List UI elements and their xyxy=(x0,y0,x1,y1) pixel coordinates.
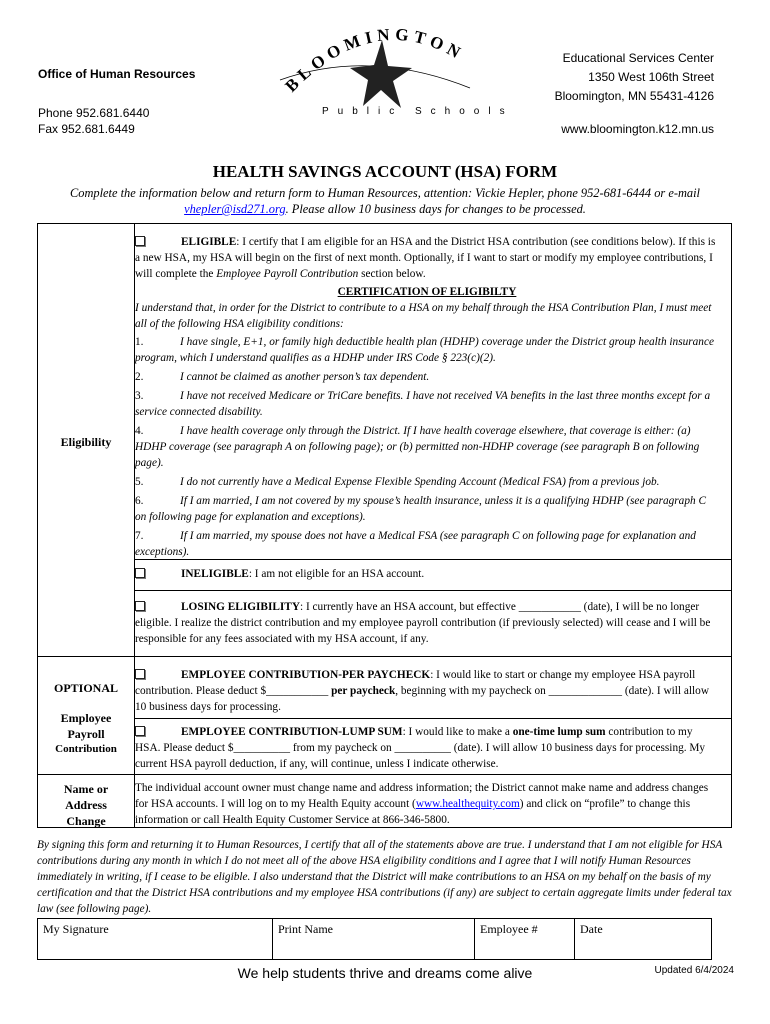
certification-item: 7. If I am married, my spouse does not have a Medical FSA (see paragraph C on following page for explanation and exceptions). xyxy=(135,530,696,558)
eligibility-label: Eligibility xyxy=(60,435,112,449)
website[interactable]: www.bloomington.k12.mn.us xyxy=(561,122,714,136)
logo-wordmark: BLOOMINGTON xyxy=(281,24,468,96)
contribution-label: Contribution xyxy=(55,743,117,755)
eligible-section: ELIGIBLE: I certify that I am eligible for an HSA and the District HSA contribution (see conditions below). If this is a new HSA, my HSA will begin on the first of next month. Optionally, if I want to start or modify my employee contributions, I will complete the Employee Payroll Contribution section below. xyxy=(135,236,716,280)
employee-number-field[interactable]: Employee # xyxy=(475,919,575,959)
name-change-label: Name or Address Change xyxy=(63,782,109,828)
ineligible-section: INELIGIBLE: I am not eligible for an HSA account. xyxy=(135,566,719,582)
date-field[interactable]: Date xyxy=(580,922,603,936)
address-line: 1350 West 106th Street xyxy=(588,70,714,84)
certification-section xyxy=(135,284,719,560)
logo-subtitle: Public Schools xyxy=(322,106,514,117)
fax-number: Fax 952.681.6449 xyxy=(38,122,135,136)
per-paycheck-checkbox[interactable] xyxy=(135,669,145,679)
employee-payroll-label: Employee Payroll xyxy=(60,711,112,741)
certification-item: 6. If I am married, I am not covered by my spouse’s health insurance, unless it is a qualifying HDHP (see paragraph C on following page for explanation and exceptions). xyxy=(135,495,706,523)
print-name-field[interactable]: Print Name xyxy=(273,919,475,959)
lump-sum-section: EMPLOYEE CONTRIBUTION-LUMP SUM: I would like to make a one-time lump sum contribution to my HSA. Please deduct $__________ from my paycheck on __________ (date). I will allow 10 business days for processing. My current HSA payroll deduction, if any, will continue, unless I indicate otherwise. xyxy=(135,726,706,770)
updated-date: Updated 6/4/2024 xyxy=(654,965,734,976)
address-line: Bloomington, MN 55431-4126 xyxy=(554,89,714,103)
office-name: Office of Human Resources xyxy=(38,67,196,81)
per-paycheck-section: EMPLOYEE CONTRIBUTION-PER PAYCHECK: I would like to start or change my employee HSA payroll contribution. Please deduct $___________ per paycheck, beginning with my paycheck on _____________ (date). I will allow 10 business days for processing. xyxy=(135,669,709,713)
certification-item: 1. I have single, E+1, or family high deductible health plan (HDHP) coverage under the District group health insurance program, which I understand qualifies as a HDHP under IRS Code § 223(c)(2). xyxy=(135,336,714,364)
optional-label: OPTIONAL xyxy=(53,681,118,695)
hsa-form-table xyxy=(37,223,732,828)
certification-title: CERTIFICATION OF ELIGIBILTY xyxy=(337,286,517,298)
address-block xyxy=(555,49,714,106)
footer-slogan: We help students thrive and dreams come alive xyxy=(237,965,533,981)
certification-list xyxy=(135,334,719,560)
contact-numbers xyxy=(38,105,149,137)
losing-eligibility-checkbox[interactable] xyxy=(135,601,145,611)
losing-eligibility-section: LOSING ELIGIBILITY: I currently have an HSA account, but effective ___________ (date), I will be no longer eligible. I realize the district contribution and my employee payroll contribution (if previously selected) will cease and I will be responsible for any fees associated with my HSA account, if any. xyxy=(135,601,711,645)
signature-table xyxy=(37,918,712,960)
form-title: HEALTH SAVINGS ACCOUNT (HSA) FORM xyxy=(212,162,558,181)
email-link[interactable]: vhepler@isd271.org xyxy=(184,202,286,216)
signing-statement: By signing this form and returning it to Human Resources, I certify that all of the statements above are true. I understand that I am not eligible for HSA contributions during any month in which I do not meet all of the above HSA eligibility conditions and I agree that I will notify Human Resources immediately in writing, if I cease to be eligible. I also understand that the District will make contributions to an HSA on my behalf on the basis of my certification and that the District HSA contributions and my employee HSA contributions (if any) are subject to certain aggregate limits under federal tax law (see following page). xyxy=(37,839,732,915)
lump-sum-checkbox[interactable] xyxy=(135,726,145,736)
certification-item: 4. I have health coverage only through the District. If I have health coverage elsewhere, that coverage is either: (a) HDHP coverage (see paragraph A on following page); or (b) permitted non-HDHP coverage (see paragraph B on following page). xyxy=(135,425,700,469)
healthequity-link[interactable]: www.healthequity.com xyxy=(415,798,520,810)
certification-item: 2. I cannot be claimed as another person’s tax dependent. xyxy=(135,371,430,383)
signature-field[interactable]: My Signature xyxy=(38,919,273,959)
form-instructions: Complete the information below and return form to Human Resources, attention: Vickie Hepler, phone 952-681-6444 or e-mail vhepler@isd271.org. Please allow 10 business days for changes to be processed. xyxy=(70,186,700,216)
phone-number: Phone 952.681.6440 xyxy=(38,106,150,120)
certification-item: 5. I do not currently have a Medical Expense Flexible Spending Account (Medical FSA) from a previous job. xyxy=(135,476,660,488)
eligible-checkbox[interactable] xyxy=(135,236,145,246)
certification-intro: I understand that, in order for the District to contribute to a HSA on my behalf through the HSA Contribution Plan, I must meet all of the following HSA eligibility conditions: xyxy=(135,302,712,330)
ineligible-checkbox[interactable] xyxy=(135,568,145,578)
address-line: Educational Services Center xyxy=(562,51,714,65)
name-change-section: The individual account owner must change name and address information; the District cannot make name and address changes for HSA accounts. I will log on to my Health Equity account (www.healthequity.com) and click on “profile” to change this information or call Health Equity Customer Service at 866-346-5800. xyxy=(135,782,709,826)
certification-item: 3. I have not received Medicare or TriCare benefits. I have not received VA benefits in the last three months except for a service connected disability. xyxy=(135,390,711,418)
